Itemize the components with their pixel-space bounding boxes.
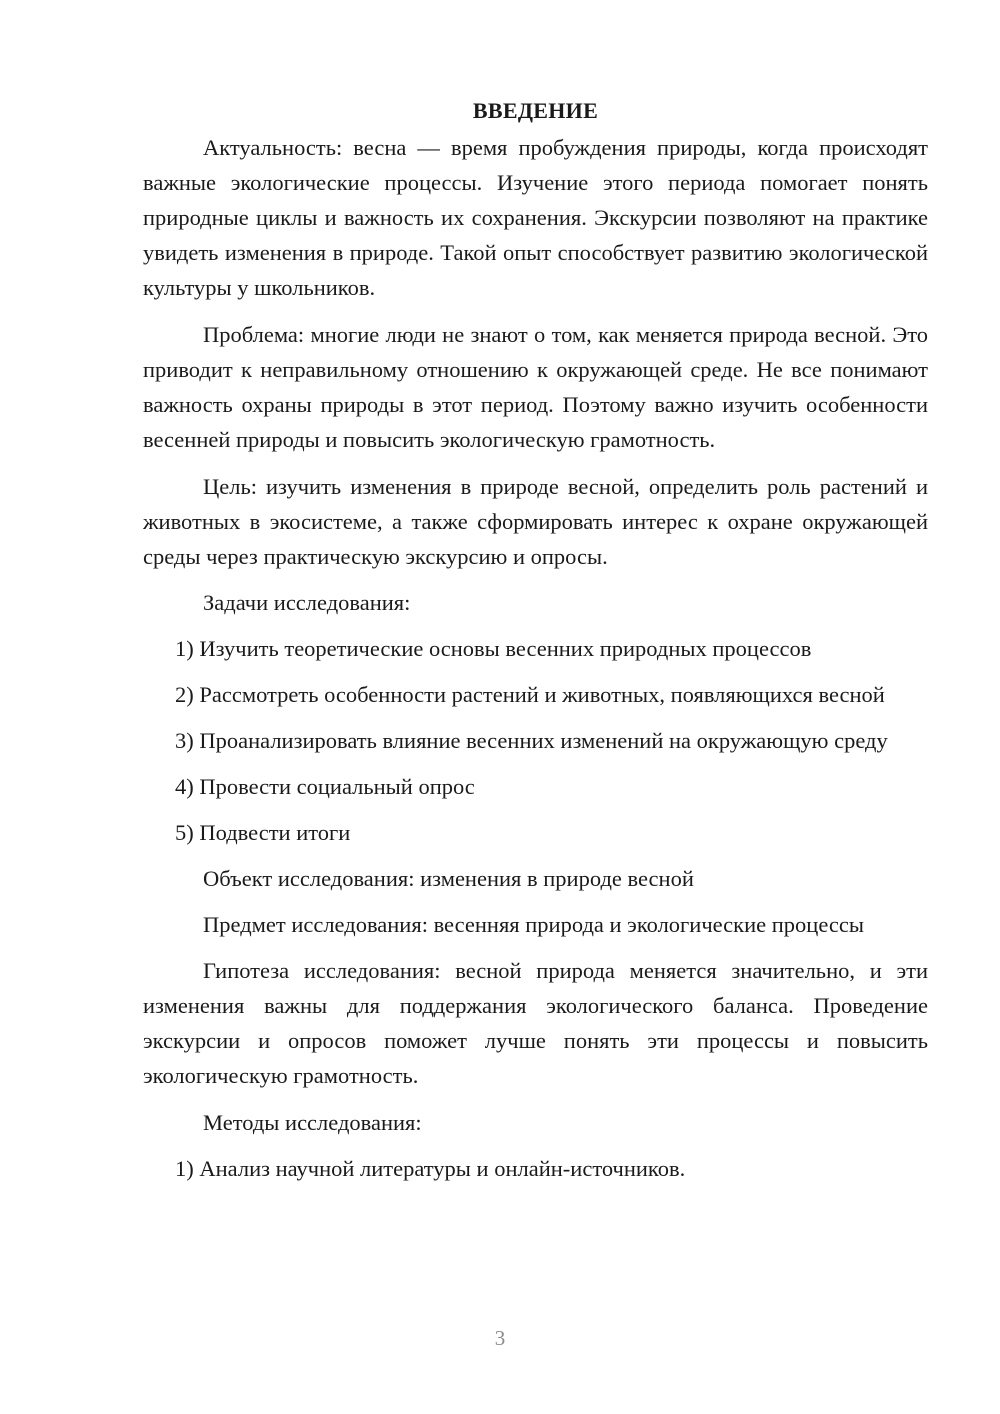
paragraph-relevance: Актуальность: весна — время пробуждения природы, когда происходят важные экологические процессы. Изучение этого периода помогает понять природные циклы и важность их сохранения. Экскурсии позволяют на практике увидеть изменения в природе. Такой опыт способствует развитию экологической культуры у школьников. <box>143 135 928 300</box>
paragraph-goal: Цель: изучить изменения в природе весной, определить роль растений и животных в экосистеме, а также сформировать интерес к охране окружающей среды через практическую экскурсию и опросы. <box>143 474 928 569</box>
paragraph-problem: Проблема: многие люди не знают о том, как меняется природа весной. Это приводит к неправильному отношению к окружающей среде. Не все понимают важность охраны природы в этот период. Поэтому важно изучить особенности весенней природы и повысить экологическую грамотность. <box>143 322 928 452</box>
page-number: 3 <box>494 1326 506 1350</box>
section-title: ВВЕДЕНИЕ <box>472 98 599 123</box>
paragraph-subject: Предмет исследования: весенняя природа и экологические процессы <box>203 912 864 937</box>
method-item-1: 1) Анализ научной литературы и онлайн-источников. <box>175 1156 686 1181</box>
task-item-5: 5) Подвести итоги <box>175 820 351 845</box>
task-item-1: 1) Изучить теоретические основы весенних природных процессов <box>175 636 812 661</box>
paragraph-object: Объект исследования: изменения в природе весной <box>203 866 694 891</box>
task-item-2: 2) Рассмотреть особенности растений и животных, появляющихся весной <box>175 682 885 707</box>
tasks-heading: Задачи исследования: <box>203 590 411 615</box>
methods-heading: Методы исследования: <box>203 1110 422 1135</box>
paragraph-hypothesis: Гипотеза исследования: весной природа меняется значительно, и эти изменения важны для поддержания экологического баланса. Проведение экскурсии и опросов поможет лучше понять эти процессы и повысить экологическую грамотность. <box>143 958 928 1088</box>
task-item-3: 3) Проанализировать влияние весенних изменений на окружающую среду <box>175 728 888 753</box>
document-page <box>143 93 928 1186</box>
task-item-4: 4) Провести социальный опрос <box>175 774 475 799</box>
